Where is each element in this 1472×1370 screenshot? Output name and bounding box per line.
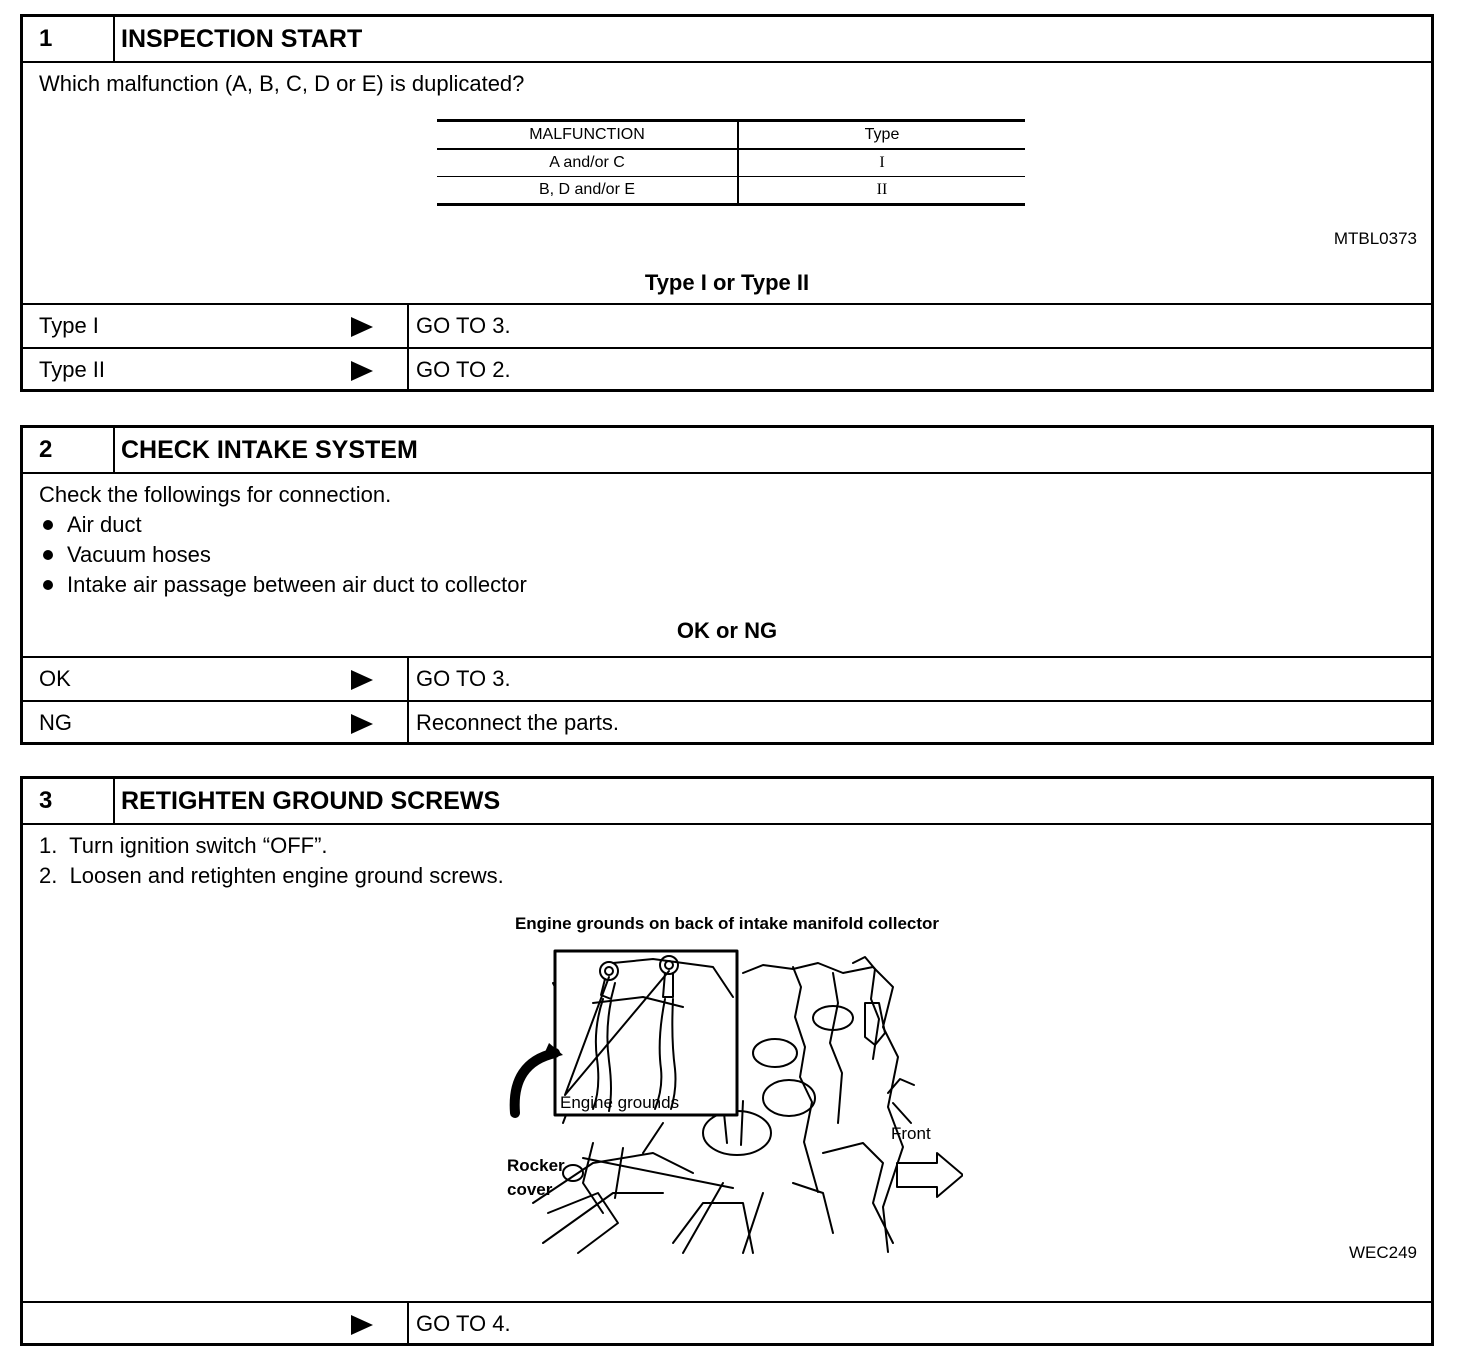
bullet-icon bbox=[43, 550, 53, 560]
bullet-item: Air duct bbox=[39, 510, 142, 540]
action-cell: Reconnect the parts. bbox=[416, 710, 620, 735]
table-cell: II bbox=[738, 177, 1025, 205]
figure-title: Engine grounds on back of intake manifold collector bbox=[514, 914, 940, 933]
condition-cell bbox=[23, 1303, 409, 1345]
condition-cell bbox=[23, 305, 409, 347]
front-label: Front bbox=[891, 1124, 931, 1143]
step-body bbox=[23, 474, 1431, 656]
step-body bbox=[23, 825, 1431, 1301]
step-3-box bbox=[20, 776, 1434, 1346]
step-header bbox=[23, 779, 1431, 825]
table-cell: I bbox=[738, 149, 1025, 177]
condition-cell bbox=[23, 702, 409, 744]
step-header bbox=[23, 428, 1431, 474]
step-2-box bbox=[20, 425, 1434, 745]
engine-ground-illustration bbox=[493, 943, 963, 1263]
action-cell: GO TO 3. bbox=[416, 666, 511, 691]
bullet-icon bbox=[43, 580, 53, 590]
step-title: INSPECTION START bbox=[121, 25, 363, 53]
step-header bbox=[23, 17, 1431, 63]
malfunction-table bbox=[437, 119, 1025, 206]
step-title: CHECK INTAKE SYSTEM bbox=[121, 436, 418, 464]
condition-cell bbox=[23, 658, 409, 700]
step-title: RETIGHTEN GROUND SCREWS bbox=[121, 787, 501, 815]
condition-text: Type I bbox=[39, 313, 99, 338]
table-cell: B, D and/or E bbox=[437, 177, 738, 205]
figure-code: WEC249 bbox=[1348, 1243, 1417, 1262]
arrow-right-icon bbox=[351, 361, 373, 381]
result-label: Type I or Type II bbox=[644, 270, 810, 295]
table-code: MTBL0373 bbox=[1333, 229, 1417, 248]
arrow-right-icon bbox=[351, 1315, 373, 1335]
result-row bbox=[23, 303, 1431, 347]
result-row bbox=[23, 700, 1431, 744]
bullet-item: Vacuum hoses bbox=[39, 540, 211, 570]
intro-text: Check the followings for connection. bbox=[39, 482, 392, 507]
rocker-cover-label: cover bbox=[507, 1180, 553, 1199]
table-header: MALFUNCTION bbox=[437, 121, 738, 150]
result-row bbox=[23, 347, 1431, 391]
bullet-icon bbox=[43, 520, 53, 530]
result-row bbox=[23, 656, 1431, 700]
engine-grounds-label: Engine grounds bbox=[560, 1093, 680, 1112]
instruction-step: 1. Turn ignition switch “OFF”. bbox=[39, 833, 328, 858]
action-cell: GO TO 4. bbox=[416, 1311, 511, 1336]
table-cell: A and/or C bbox=[437, 149, 738, 177]
step-body bbox=[23, 63, 1431, 303]
step-number: 1 bbox=[23, 17, 115, 61]
condition-text: NG bbox=[39, 710, 72, 735]
action-cell: GO TO 2. bbox=[416, 357, 511, 382]
result-label: OK or NG bbox=[676, 618, 778, 643]
arrow-right-icon bbox=[351, 714, 373, 734]
arrow-right-icon bbox=[351, 317, 373, 337]
action-cell: GO TO 3. bbox=[416, 313, 511, 338]
bullet-item: Intake air passage between air duct to collector bbox=[39, 570, 527, 600]
step-1-box bbox=[20, 14, 1434, 392]
condition-text: OK bbox=[39, 666, 71, 691]
instruction-step: 2. Loosen and retighten engine ground screws. bbox=[39, 863, 504, 888]
table-header: Type bbox=[738, 121, 1025, 150]
condition-cell bbox=[23, 349, 409, 391]
step-number: 2 bbox=[23, 428, 115, 472]
rocker-cover-label: Rocker bbox=[507, 1156, 565, 1175]
question-text: Which malfunction (A, B, C, D or E) is duplicated? bbox=[39, 71, 525, 96]
condition-text: Type II bbox=[39, 357, 106, 382]
step-number: 3 bbox=[23, 779, 115, 823]
result-row bbox=[23, 1301, 1431, 1345]
arrow-right-icon bbox=[351, 670, 373, 690]
